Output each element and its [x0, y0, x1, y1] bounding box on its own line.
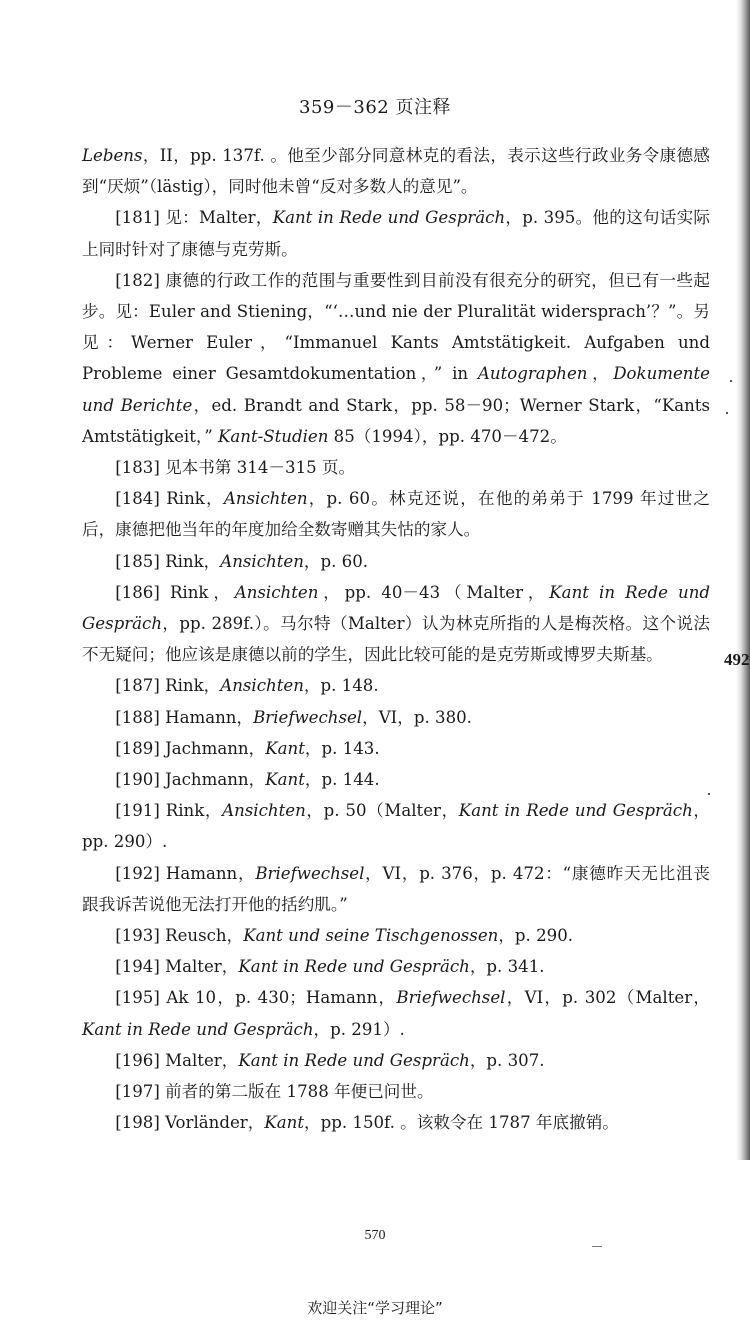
note-title-italic: Ansichten: [220, 551, 304, 571]
note-text: Jachmann，: [165, 770, 266, 790]
note-text: ，p. 307.: [469, 1050, 545, 1070]
note-text: ，p. 60.: [303, 551, 369, 571]
note-title-italic: Kant: [264, 1113, 304, 1133]
note-number: [198]: [115, 1113, 160, 1133]
note-text: Hamann，: [165, 707, 254, 727]
note-title-italic: Kant in Rede und Gespräch: [458, 801, 693, 821]
note-title-italic: Ansichten: [220, 676, 304, 696]
note-text: 见本书第 314－315 页。: [165, 458, 356, 478]
note-text: Rink，: [166, 489, 224, 509]
note-number: [182]: [115, 270, 160, 290]
footer-watermark-text: 欢迎关注“学习理论”: [307, 1299, 443, 1317]
note-text: ，ed. Brandt and Stark，pp. 58－90；Werner Stark，“Kants Amtstätigkeit，”: [82, 395, 710, 446]
note-title-italic: Kant und seine Tischgenossen: [243, 926, 499, 946]
note-text: ，p. 290.: [498, 926, 574, 946]
running-header: 359－362 页注释: [299, 97, 451, 118]
note-text: 康德的行政工作的范围与重要性到目前没有很充分的研究，但已有一些起步。见：Euler and Stiening，“‘…und nie der Pluralität widersprach’？”。另见：Werner Euler，“Immanuel Kants Amtstätigkeit. Aufgaben und Probleme einer Gesamtdokumentation，” in: [82, 270, 711, 384]
note-title-italic: Autographen: [477, 364, 588, 384]
scanned-page-edge-shadow: [736, 0, 750, 1160]
endnote: [82, 1045, 710, 1076]
note-title-italic: Ansichten: [234, 582, 319, 602]
note-number: [186]: [115, 582, 160, 602]
note-number: [194]: [115, 957, 160, 977]
note-text: ，: [587, 364, 614, 384]
note-text: ，p. 341.: [469, 957, 545, 977]
note-number: [195]: [115, 988, 160, 1008]
note-title-italic: Kant: [265, 770, 305, 790]
note-title-italic: Briefwechsel: [396, 988, 506, 1008]
endnote: [82, 702, 710, 733]
scan-mark: [592, 1246, 602, 1247]
note-number: [187]: [115, 676, 160, 696]
note-title-italic: Dokumente und Berichte: [82, 364, 710, 415]
note-number: [192]: [115, 863, 160, 883]
note-text: ，p. 148.: [303, 676, 379, 696]
note-title-italic: Kant in Rede und Gespräch: [82, 582, 711, 634]
note-text: Malter，: [165, 1050, 239, 1070]
note-text: Rink，: [165, 801, 223, 821]
endnote: [82, 546, 710, 577]
endnote: [82, 764, 710, 795]
note-text: ，VI，p. 302（Malter，: [505, 988, 710, 1008]
note-text: ，pp. 40－43（Malter，: [318, 582, 550, 602]
scan-speck: [730, 380, 732, 382]
endnote: [82, 733, 710, 764]
note-number: [184]: [115, 489, 160, 509]
note-number: [197]: [115, 1082, 160, 1102]
note-title-italic: Briefwechsel: [253, 707, 363, 727]
note-text: Ak 10，p. 430；Hamann，: [166, 988, 397, 1008]
endnote: [82, 452, 710, 483]
note-text: Reusch，: [165, 926, 244, 946]
note-title-italic: Ansichten: [222, 801, 306, 821]
note-text: Malter，: [165, 957, 239, 977]
endnote: [82, 858, 710, 920]
note-text: ，p. 291）.: [313, 1019, 405, 1039]
note-text: ，VI，p. 380.: [362, 707, 472, 727]
note-number: [193]: [115, 926, 160, 946]
note-continuation: [82, 140, 710, 202]
note-text: Vorländer，: [165, 1113, 265, 1133]
note-title-italic: Kant-Studien: [217, 426, 329, 446]
note-text: ，p. 60。林克还说，在他的弟弟于 1799 年过世之后，康德把他当年的年度加给全数寄赠其失怙的家人。: [82, 489, 710, 540]
note-text: ，p. 395。他的这句话实际上同时针对了康德与克劳斯。: [82, 208, 710, 259]
note-title-italic: Kant: [265, 738, 305, 758]
note-title-italic: Kant in Rede und Gespräch: [272, 208, 506, 228]
note-text: ，pp. 290）.: [82, 801, 711, 852]
endnote: [82, 1076, 710, 1107]
note-text: Rink，: [169, 582, 235, 602]
endnotes-body: [82, 140, 710, 1139]
endnote: [82, 951, 710, 982]
note-title-italic: Ansichten: [223, 489, 308, 509]
note-number: [191]: [115, 801, 160, 821]
note-text: ，p. 50（Malter，: [305, 801, 459, 821]
endnote: [82, 1107, 710, 1138]
note-number: [188]: [115, 707, 160, 727]
note-title-italic: Briefwechsel: [255, 863, 365, 883]
margin-page-reference: 492: [724, 650, 750, 669]
scan-speck: [726, 412, 728, 414]
note-text: Hamann，: [165, 863, 256, 883]
endnote: [82, 982, 710, 1044]
note-text: ，II，pp. 137f. 。他至少部分同意林克的看法，表示这些行政业务令康德感到“厌烦”（lästig），同时他未曾“反对多数人的意见”。: [82, 146, 710, 197]
note-number: [196]: [115, 1050, 160, 1070]
note-title-italic: Kant in Rede und Gespräch: [238, 957, 470, 977]
note-text: Rink，: [165, 676, 221, 696]
endnote: [82, 577, 710, 671]
endnote: [82, 483, 710, 545]
endnote: [82, 920, 710, 951]
page-number: 570: [364, 1228, 386, 1243]
note-text: 见：Malter，: [165, 208, 273, 228]
note-text: ，p. 144.: [304, 770, 380, 790]
endnote: [82, 265, 710, 452]
note-number: [185]: [115, 551, 160, 571]
note-title-italic: Kant in Rede und Gespräch: [82, 1019, 314, 1039]
note-text: ，pp. 150f. 。该敕令在 1787 年底撤销。: [304, 1113, 619, 1133]
endnote: [82, 795, 710, 857]
note-text: ，p. 143.: [304, 738, 380, 758]
endnote: [82, 670, 710, 701]
note-text: Jachmann，: [165, 738, 266, 758]
note-number: [190]: [115, 770, 160, 790]
note-text: 前者的第二版在 1788 年便已问世。: [165, 1082, 434, 1102]
note-number: [181]: [115, 208, 160, 228]
note-text: ，VI，p. 376，p. 472：“康德昨天无比沮丧跟我诉苦说他无法打开他的括约肌。”: [82, 863, 710, 914]
note-title-italic: Lebens: [82, 146, 143, 165]
note-text: Rink，: [165, 551, 221, 571]
note-text: ，pp. 289f.）。马尔特（Malter）认为林克所指的人是梅茨格。这个说法不无疑问；他应该是康德以前的学生，因此比较可能的是克劳斯或博罗夫斯基。: [82, 614, 710, 665]
note-text: 85（1994），pp. 470－472。: [328, 426, 567, 446]
note-number: [189]: [115, 738, 160, 758]
note-number: [183]: [115, 458, 160, 478]
endnote: [82, 202, 710, 264]
note-title-italic: Kant in Rede und Gespräch: [238, 1050, 470, 1070]
